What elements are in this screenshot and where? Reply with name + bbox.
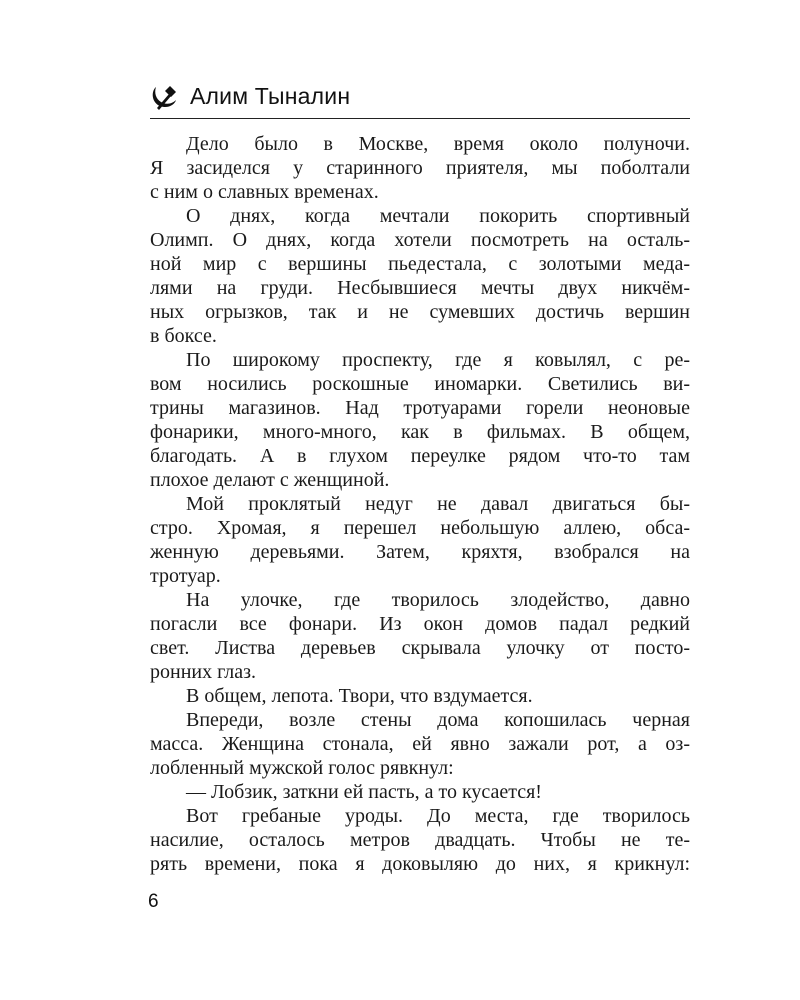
header-divider bbox=[150, 118, 690, 119]
text-line: рять времени, пока я доковыляю до них, я крикнул: bbox=[150, 853, 690, 875]
text-line: О днях, когда мечтали покорить спортивный bbox=[186, 205, 690, 227]
text-line: погасли все фонари. Из окон домов падал редкий bbox=[150, 613, 690, 635]
text-line: лобленный мужской голос рявкнул: bbox=[150, 757, 454, 779]
paragraph bbox=[150, 708, 690, 780]
text-line: ных огрызков, так и не сумевших достичь вершин bbox=[150, 301, 690, 323]
text-line: Я засиделся у старинного приятеля, мы поболтали bbox=[150, 157, 690, 179]
text-line: Дело было в Москве, время около полуночи. bbox=[186, 133, 690, 155]
text-line: фонарики, много-много, как в фильмах. В общем, bbox=[150, 421, 690, 443]
paragraph bbox=[150, 684, 690, 708]
paragraph bbox=[150, 780, 690, 804]
paragraph bbox=[150, 204, 690, 348]
text-line: Олимп. О днях, когда хотели посмотреть на осталь- bbox=[150, 229, 690, 251]
text-line: Вот гребаные уроды. До места, где творилось bbox=[186, 805, 690, 827]
text-line: ной мир с вершины пьедестала, с золотыми меда- bbox=[150, 253, 690, 275]
text-line: женную деревьями. Затем, кряхтя, взобрался на bbox=[150, 541, 690, 563]
text-line: свет. Листва деревьев скрывала улочку от посто- bbox=[150, 637, 690, 659]
paragraph bbox=[150, 492, 690, 588]
paragraph bbox=[150, 132, 690, 204]
text-line: Впереди, возле стены дома копошилась черная bbox=[186, 709, 690, 731]
body-text bbox=[150, 132, 690, 876]
text-line: ронних глаз. bbox=[150, 661, 257, 683]
text-line: масса. Женщина стонала, ей явно зажали рот, а оз- bbox=[150, 733, 690, 755]
text-line: трины магазинов. Над тротуарами горели неоновые bbox=[150, 397, 690, 419]
text-line: тротуар. bbox=[150, 565, 221, 587]
paragraph bbox=[150, 804, 690, 876]
paragraph bbox=[150, 588, 690, 684]
text-line: стро. Хромая, я перешел небольшую аллею, обса- bbox=[150, 517, 690, 539]
text-line: благодать. А в глухом переулке рядом что-то там bbox=[150, 445, 690, 467]
text-line: Мой проклятый недуг не давал двигаться бы- bbox=[186, 493, 690, 515]
text-line: В общем, лепота. Твори, что вздумается. bbox=[186, 685, 533, 707]
text-line: насилие, осталось метров двадцать. Чтобы не те- bbox=[150, 829, 690, 851]
text-line: — Лобзик, заткни ей пасть, а то кусается! bbox=[186, 781, 542, 803]
text-line: По широкому проспекту, где я ковылял, с ре- bbox=[186, 349, 690, 371]
page-number: 6 bbox=[148, 891, 159, 912]
text-line: в боксе. bbox=[150, 325, 217, 347]
running-header bbox=[150, 80, 690, 114]
hammer-and-sickle-icon bbox=[150, 82, 180, 112]
paragraph bbox=[150, 348, 690, 492]
text-line: вом носились роскошные иномарки. Светились ви- bbox=[150, 373, 690, 395]
text-line: лями на груди. Несбывшиеся мечты двух никчём- bbox=[150, 277, 690, 299]
text-line: На улочке, где творилось злодейство, давно bbox=[186, 589, 690, 611]
text-line: плохое делают с женщиной. bbox=[150, 469, 390, 491]
author-name: Алим Тыналин bbox=[190, 83, 351, 109]
text-line: с ним о славных временах. bbox=[150, 181, 379, 203]
